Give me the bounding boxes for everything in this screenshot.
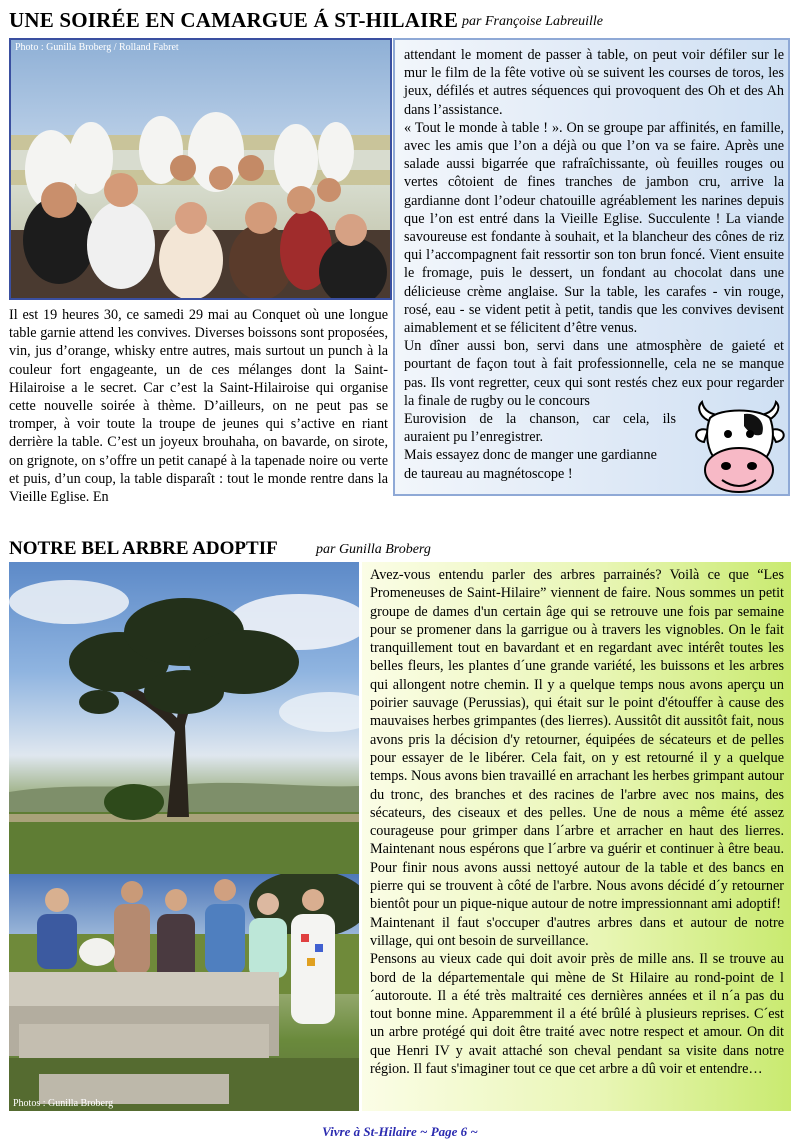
paragraph: Avez-vous entendu parler des arbres parrainés? Voilà ce que “Les Promeneuses de Saint-Hilaire” viennent de faire. Nous sommes un petit groupe de dames d'un certain âge qui se retrouve une fois par semaine pour se promener dans la garrigue ou à travers les vignobles. On le fait tranquillement tout en bavardant et en regardant avec intérêt toutes les belles fleurs, les plantes d´une grande variété, les buissons et les arbres qui allongent notre chemin. Il y a quelque temps nous avons aperçu un poirier sauvage (Perussias), qui était sur le point d'étouffer à cause des mauvaises herbes grimpantes (des lierres). Aussitôt dit aussitôt fait, nous avons pris la décision d'y retourner, équipées de sécateurs et de pelles pour essayer de le libérer. Cela fait, on y est retourné il y a quelque temps. Nous avons bien travaillé en arrachant les herbes grimpant autour du tronc, des branches et des racines de l'arbre avec nos mains, des sécateurs, des ciseaux et des pelles. Une de nous a même été assez courageuse pour grimper dans l´arbre et arracher en haut des lierres. Maintenant nous espérons que l´arbre va guérir et continuer à être beau. Pour finir nous avons aussi nettoyé autour de la table et des bancs en pierre qui se trouvent à côté de l'arbre. Nous avons décidé d´y retourner bientôt pour un pique-nique autour de notre impressionnant ami adoptif! [370, 567, 784, 913]
paragraph: attendant le moment de passer à table, on peut voir défiler sur le mur le film de la fête votive où se suivent les courses de toros, les jeux, défilés et autres séquences qui provoquent des Oh et des Ah dans l’assistance. [404, 47, 784, 118]
article2-byline: par Gunilla Broberg [316, 542, 431, 557]
page-footer: Vivre à St-Hilaire ~ Page 6 ~ [322, 1124, 478, 1139]
photo-credit: Photo : Gunilla Broberg / Rolland Fabret [15, 42, 179, 53]
walkers-photo-illustration [9, 874, 359, 1111]
wrap-line: Eurovision de la chanson, car cela, ils [404, 411, 676, 428]
paragraph: Maintenant il faut s'occuper d'autres arbres dans et autour de notre village, qui ont besoin de surveillance. [370, 914, 784, 949]
wrap-line: de taureau au magnétoscope ! [404, 465, 573, 482]
group-photo-illustration [11, 40, 390, 298]
group-photo [9, 38, 392, 300]
article2-body [370, 566, 784, 1078]
article2-title: NOTRE BEL ARBRE ADOPTIF [9, 538, 278, 559]
article1-byline: par Françoise Labreuille [462, 14, 604, 29]
paragraph: « Tout le monde à table ! ». On se groupe par affinités, en famille, avec les amis que l’on a déjà ou que l’on va se faire. Après une salade aussi bigarrée que rafraîchissante, où feuilles rouges ou vertes côtoient de fines tranches de jambon cru, arrive la gardianne dont l’odeur chatouille agréablement les narines depuis que l’on est entré dans la Vieille Eglise. Succulente ! La viande savoureuse est fondante à souhait, et la blancheur des cônes de riz qui l’accompagnent fait ressortir son ton brun foncé. Vient ensuite le fromage, puis le dessert, un fondant au chocolat dans une délicieuse crème anglaise. Sur la table, les carafes - vin rouge, rosé, eau - se vident petit à petit, tandis que les convives devisent aimablement et se félicitent d’être venus. [404, 119, 784, 337]
cow-illustration [690, 400, 790, 496]
tree-photo [9, 562, 359, 874]
photo-credit: Photos : Gunilla Broberg [13, 1098, 114, 1109]
wrap-line: Mais essayez donc de manger une gardianne [404, 447, 657, 464]
paragraph: Il est 19 heures 30, ce samedi 29 mai au Conquet où une longue table garnie attend les convives. Diverses boissons sont proposées, vin, jus d’orange, whisky entre autres, mais surtout un punch à la couleur fort engageante, un de ces mélanges dont la Saint-Hilairoise a le secret. Car c’est la Saint-Hilairoise qui organise cette nouvelle soirée à thème. D’ailleurs, on ne peut pas se tromper, à voir toute la troupe de jeunes qui s’active en riant derrière la table. C’est un joyeux brouhaha, on bavarde, on sirote, on grignote, on s’offre un petit canapé à la tapenade noire ou verte et puis, d’un coup, la table disparaît : tout le monde rentre dans la Vieille Eglise. En [9, 307, 388, 506]
walkers-photo [9, 874, 359, 1111]
paragraph: Pensons au vieux cade qui doit avoir près de mille ans. Il se trouve au bord de la départementale qui mène de St Hilaire au rond-point de l´autoroute. Il a été très maltraité ces dernières années et il n´a pas du tout bonne mine. Apparemment il a été brûlé à plusieurs reprises. C´est un arbre protégé qui doit être traité avec notre respect et amour. On dit que Henri IV y avait attaché son cheval pendant sa visite dans notre région. Il faut s'imaginer tout ce que cet arbre a dû voir et entendre… [370, 951, 784, 1078]
paragraph: Un dîner aussi bon, servi dans une atmosphère de gaieté et pourtant de façon tout à fait professionnelle, cela ne se manque pas. Ils vont regretter, ceux qui sont restés chez eux pour regarder la finale de rugby ou le concours [404, 338, 784, 409]
article1-title: UNE SOIRÉE EN CAMARGUE Á ST-HILAIRE [9, 8, 459, 32]
article1-left-column [9, 306, 388, 506]
wrap-line: auraient pu l’enregistrer. [404, 429, 544, 446]
cow-head-icon [690, 400, 790, 496]
tree-photo-illustration [9, 562, 359, 874]
